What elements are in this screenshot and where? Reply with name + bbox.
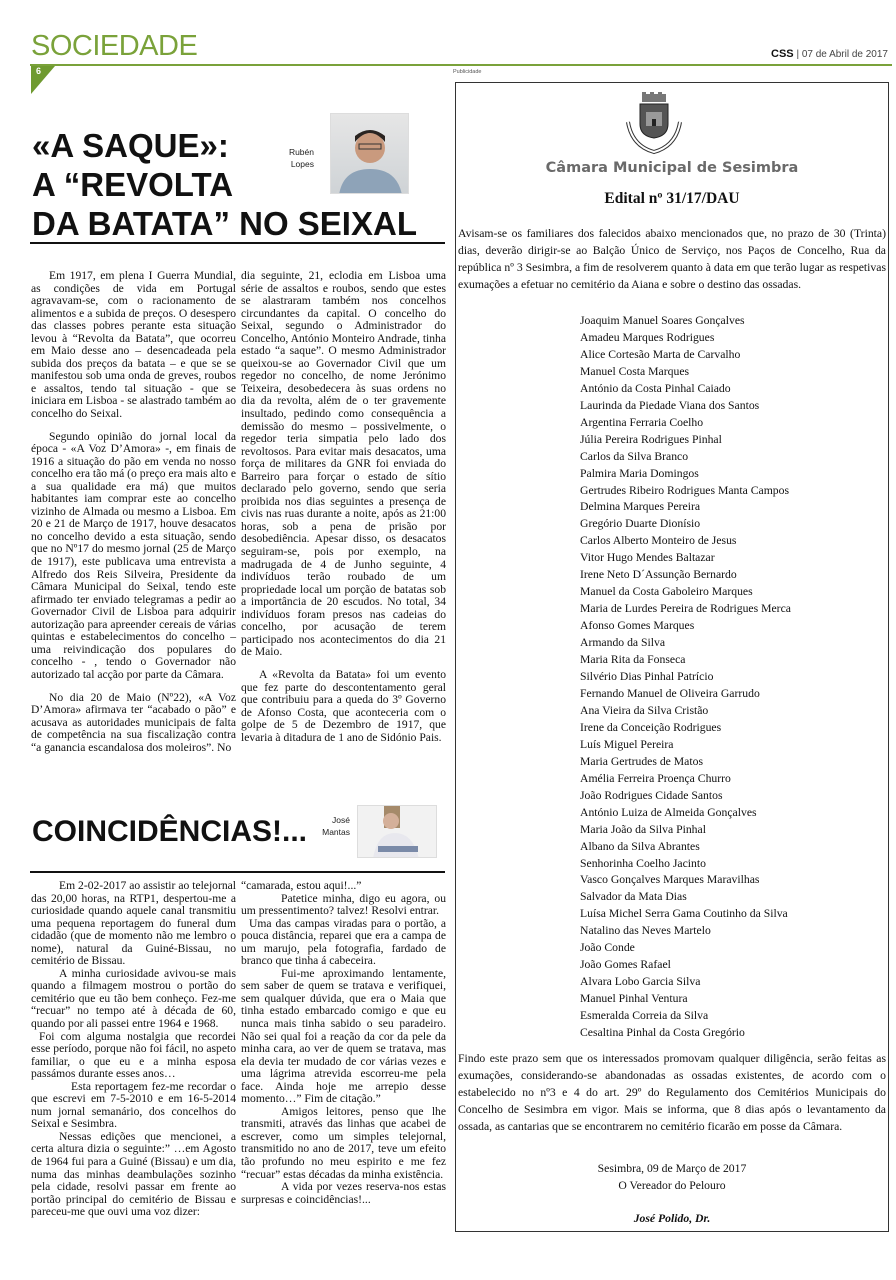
paragraph: Em 1917, em plena I Guerra Mundial, as condições de vida em Portugal agravavam-se, com o racionamento de alimentos e a subida de preços. O desespero das classes pobres perante esta situação levou à “Revolta da Batata”, que ocorreu em Maio desse ano – desencadeada pela subida dos preços da batata – e que se se manifestou sob uma onda de greves, roubos e assaltos, tendo tal situação - que se iniciara em Lisboa - se alastrado também ao concelho do Seixal. xyxy=(31,269,236,421)
paragraph: A minha curiosidade avivou-se mais quando a filmagem mostrou o portão do cemitério que eu tão bem conheço. Fez-me “recuar” no tempo até à década de 60, quando por ali passei entre 1964 e 1968. xyxy=(31,966,236,1031)
header-divider xyxy=(30,64,892,66)
section-title: SOCIEDADE xyxy=(31,30,198,62)
deceased-name: Maria João da Silva Pinhal xyxy=(580,822,706,836)
article2-rule xyxy=(30,871,445,873)
deceased-name: Alvara Lobo Garcia Silva xyxy=(580,975,701,989)
issue-date: | 07 de Abril de 2017 xyxy=(796,49,888,60)
article2-headline: COINCIDÊNCIAS!... xyxy=(32,815,308,848)
deceased-name: Silvério Dias Pinhal Patrício xyxy=(580,670,714,684)
paragraph: “camarada, estou aqui!...” xyxy=(241,879,362,892)
paragraph: Nessas edições que mencionei, a certa altura dizia o seguinte:” …em Agosto de 1964 fui para a Guiné (Bissau) e um dia, numa das minhas deambulações sozinho pela cidade, resolvi passar em frente ao portão principal do cemitério de Bissau e pareceu-me que ouvi uma voz dizer: xyxy=(31,1129,236,1219)
author-last-name: Mantas xyxy=(322,827,350,837)
deceased-name: Armando da Silva xyxy=(580,636,666,650)
deceased-name: Gregório Duarte Dionísio xyxy=(580,517,701,531)
headline-line: DA BATATA” NO SEIXAL xyxy=(32,205,417,242)
deceased-name: Vitor Hugo Mendes Baltazar xyxy=(580,551,715,565)
deceased-names-list xyxy=(580,313,791,1042)
deceased-name: Vasco Gonçalves Marques Maravilhas xyxy=(580,873,760,887)
article2-column-1 xyxy=(31,880,236,1219)
notice-title: Edital nº 31/17/DAU xyxy=(604,190,740,207)
deceased-name: Senhorinha Coelho Jacinto xyxy=(580,856,706,870)
paragraph: Fui-me aproximando lentamente, sem saber de quem se tratava e verifiquei, sem qualquer dúvida, que era o Maia que tinha estado embarcado comigo e que eu nunca mais tinha sabido o seu paradeiro. Não sei qual foi a reação da cor da pele da minha cara, ao ver de quem se tratava, mas ela devia ter mudado de cor várias vezes e uma lágrima atrevida escorreu-me pela face. Ainda hoje me arrepio desse momento…” Fim de citação.” xyxy=(241,966,446,1106)
deceased-name: Palmira Maria Domingos xyxy=(580,466,699,480)
article1-byline xyxy=(270,146,314,170)
deceased-name: Natalino das Neves Martelo xyxy=(580,924,711,938)
deceased-name: Carlos da Silva Branco xyxy=(580,449,689,463)
deceased-name: Delmina Marques Pereira xyxy=(580,500,701,514)
paragraph: Segundo opinião do jornal local da época - «A Voz D’Amora» -, em finais de 1916 a situação do pão em venda no nosso concelho era tão má (o preço era mais alto e a sua qualidade era má) que muitos habitantes iam comprar este ao concelho vizinho de Almada ou mesmo a Lisboa. Em 20 e 21 de Março de 1917, houve desacatos no concelho devido a esta situação, sendo que no Nº17 do mesmo jornal (25 de Março de 1917), este publicava uma entrevista a Alfredo dos Reis Silveira, Presidente da Câmara Municipal do Seixal, tendo este afirmado ter enviado telegramas a pedir ao Governador Civil de Lisboa para adquirir autorização para apreender cereais de várias quintas e estabelecimentos do concelho – uma reivindicação dos populares do concelho - , tendo o Governador não autorizado tal acção por parte da Câmara. xyxy=(31,429,236,681)
deceased-name: António da Costa Pinhal Caiado xyxy=(580,381,731,395)
deceased-name: Luís Miguel Pereira xyxy=(580,737,674,751)
paragraph: No dia 20 de Maio (Nº22), «A Voz D’Amora» afirmava ter “acabado o pão” e acusava as autoridades municipais de falta de competência na sua fiscalização contra “a ganancia escandalosa dos moleiros”. No xyxy=(31,690,236,754)
dateline xyxy=(771,48,888,60)
headline-line: «A SAQUE»: xyxy=(32,127,229,164)
deceased-name: Esmeralda Correia da Silva xyxy=(580,1009,709,1023)
deceased-name: Maria de Lurdes Pereira de Rodrigues Merca xyxy=(580,602,791,616)
deceased-name: João Conde xyxy=(580,941,635,955)
article1-column-1 xyxy=(31,270,236,764)
deceased-name: Gertrudes Ribeiro Rodrigues Manta Campos xyxy=(580,483,790,497)
municipal-coat-of-arms-logo xyxy=(622,92,686,158)
deceased-name: Amadeu Marques Rodrigues xyxy=(580,330,715,344)
deceased-name: João Gomes Rafael xyxy=(580,958,671,972)
paragraph: A vida por vezes reserva-nos estas surpresas e coincidências!... xyxy=(241,1180,446,1206)
deceased-name: Luísa Michel Serra Gama Coutinho da Silva xyxy=(580,907,788,921)
ad-label: Publicidade xyxy=(453,69,482,75)
deceased-name: António Luiza de Almeida Gonçalves xyxy=(580,805,757,819)
article2-byline xyxy=(310,814,350,838)
article2-column-2 xyxy=(241,880,446,1206)
deceased-name: Irene Neto D´Assunção Bernardo xyxy=(580,568,737,582)
deceased-name: Salvador da Mata Dias xyxy=(580,890,687,904)
deceased-name: Manuel da Costa Gaboleiro Marques xyxy=(580,585,753,599)
deceased-name: Manuel Costa Marques xyxy=(580,364,690,378)
paragraph: Em 2-02-2017 ao assistir ao telejornal das 20,00 horas, na RTP1, despertou-me a curiosidade quando aquele canal transmitiu uma pequena reportagem do funeral dum cidadão (que de momento não me lembro o nome), natural da Guiné-Bissau, no cemitério de Bissau. xyxy=(31,879,236,968)
notice-signatory-role: O Vereador do Pelouro xyxy=(618,1179,726,1192)
deceased-name: Manuel Pinhal Ventura xyxy=(580,992,688,1006)
author-last-name: Lopes xyxy=(290,159,314,169)
paragraph: A «Revolta da Batata» foi um evento que fez parte do descontentamento geral que contribuiu para a queda do 3º Governo de Afonso Costa, que aconteceria com o golpe de 5 de Dezembro de 1917, que levaria à ditadura de 1 ano de Sidónio Pais. xyxy=(241,667,446,744)
deceased-name: Irene da Conceição Rodrigues xyxy=(580,720,722,734)
headline-line: A “REVOLTA xyxy=(32,166,234,203)
deceased-name: João Rodrigues Cidade Santos xyxy=(580,788,723,802)
paragraph: Uma das campas viradas para o portão, a pouca distância, reparei que era a campa de um marujo, pela fotografia, fardado de branco que tinha á cabeceira. xyxy=(241,916,446,968)
notice-place-date: Sesimbra, 09 de Março de 2017 xyxy=(597,1162,747,1175)
publication-name: CSS xyxy=(771,48,794,60)
author-first-name: Rubén xyxy=(288,147,314,157)
notice-signatory: José Polido, Dr. xyxy=(633,1212,711,1225)
paragraph: Amigos leitores, penso que lhe transmiti, através das linhas que acabei de escrever, como um simples telejornal, transmitido no ano de 2017, teve um efeito tão profundo no meu espirito e me fez “recuar” estas décadas da minha existência. xyxy=(241,1104,446,1181)
author-first-name: José xyxy=(332,815,350,825)
deceased-name: Ana Vieira da Silva Cristão xyxy=(580,703,709,717)
author-photo xyxy=(357,805,437,858)
deceased-name: Maria Gertrudes de Matos xyxy=(580,754,704,768)
deceased-name: Júlia Pereira Rodrigues Pinhal xyxy=(580,432,722,446)
paragraph: Patetice minha, digo eu agora, ou um pressentimento? talvez! Resolvi entrar. xyxy=(241,891,446,918)
paragraph: Esta reportagem fez-me recordar o que escrevi em 7-5-2010 e em 16-5-2014 num jornal semanário, dos concelhos do Seixal e Sesimbra. xyxy=(31,1079,236,1131)
deceased-name: Maria Rita da Fonseca xyxy=(580,653,686,667)
deceased-name: Laurinda da Piedade Viana dos Santos xyxy=(580,398,760,412)
deceased-name: Afonso Gomes Marques xyxy=(580,619,695,633)
notice-intro: Avisam-se os familiares dos falecidos abaixo mencionados que, no prazo de 30 (Trinta) dias, deverão dirigir-se ao Balção Único de Serviço, nos Paços de Concelho, Rua da república nº 3 Sesimbra, a fim de resolverem quanto à data em que terão lugar as respetivas exumações a efetuar no cemitério da Aiana e sobre o destino das ossadas. xyxy=(458,227,886,291)
notice-closing: Findo este prazo sem que os interessados promovam qualquer diligência, serão feitas as exumações, considerando-se abandonadas as ossadas existentes, de acordo com o estabelecido no nº3 e 4 do art. 29º do Regulamento dos Cemitérios Municipais do Concelho de Sesimbra em vigor. Mais se informa, que 8 dias após o levantamento da ossada, as cantarias que se encontrarem no cemitério ficarão em posse da Câmara. xyxy=(458,1052,886,1133)
deceased-name: Joaquim Manuel Soares Gonçalves xyxy=(580,314,745,327)
deceased-name: Cesaltina Pinhal da Costa Gregório xyxy=(580,1026,745,1040)
deceased-name: Albano da Silva Abrantes xyxy=(580,839,700,853)
article1-rule xyxy=(30,242,445,244)
paragraph: Foi com alguma nostalgia que recordei esse período, porque não foi fácil, no aspeto familiar, o que eu e a minha esposa passámos durante esses anos… xyxy=(31,1029,236,1081)
deceased-name: Amélia Ferreira Proença Churro xyxy=(580,771,731,785)
article1-column-2 xyxy=(241,270,446,754)
municipality-name: Câmara Municipal de Sesimbra xyxy=(545,160,799,176)
paragraph: dia seguinte, 21, eclodia em Lisboa uma série de assaltos e roubos, sendo que estes se alastraram também nos concelhos circundantes da capital. O concelho do Seixal, segundo o Administrador do Concelho, António Monteiro Andrade, tinha estado “a saque”. O mesmo Administrador queixou-se ao Governador Civil que um regedor no concelho, de nome Jerónimo Teixeira, desobedecera às suas ordens no dia da revolta, além de o ter gravemente insultado, pedindo como consequência a demissão do mesmo – possivelmente, o regedor teria simpatia pelo lado dos revoltosos. Para evitar mais desacatos, uma força de militares da GNR foi enviada do Barreiro para forçar o estado de sítio declarado pelo governo, sendo que seria proibida nos dias seguintes a presença de civis nas ruas durante a noite, após as 21:00 horas, sob a pena de prisão por desobediência. Apesar disso, os desacatos seguiram-se, pois por exemplo, na madrugada de 4 de Junho seguinte, 4 indivíduos terão roubado de um propriedade local um porção de batatas sob a importância de 20 escudos. No total, 34 indivíduos foram presos nas cadeias do concelho, por acusação de terem participado nos acontecimentos do dia 21 de Maio. xyxy=(241,269,446,659)
deceased-name: Carlos Alberto Monteiro de Jesus xyxy=(580,534,737,548)
author-photo xyxy=(330,113,409,194)
page-number-tab xyxy=(31,66,55,94)
deceased-name: Alice Cortesão Marta de Carvalho xyxy=(580,347,741,361)
deceased-name: Argentina Ferraria Coelho xyxy=(580,415,704,429)
deceased-name: Fernando Manuel de Oliveira Garrudo xyxy=(580,686,760,700)
page-number: 6 xyxy=(36,66,42,76)
